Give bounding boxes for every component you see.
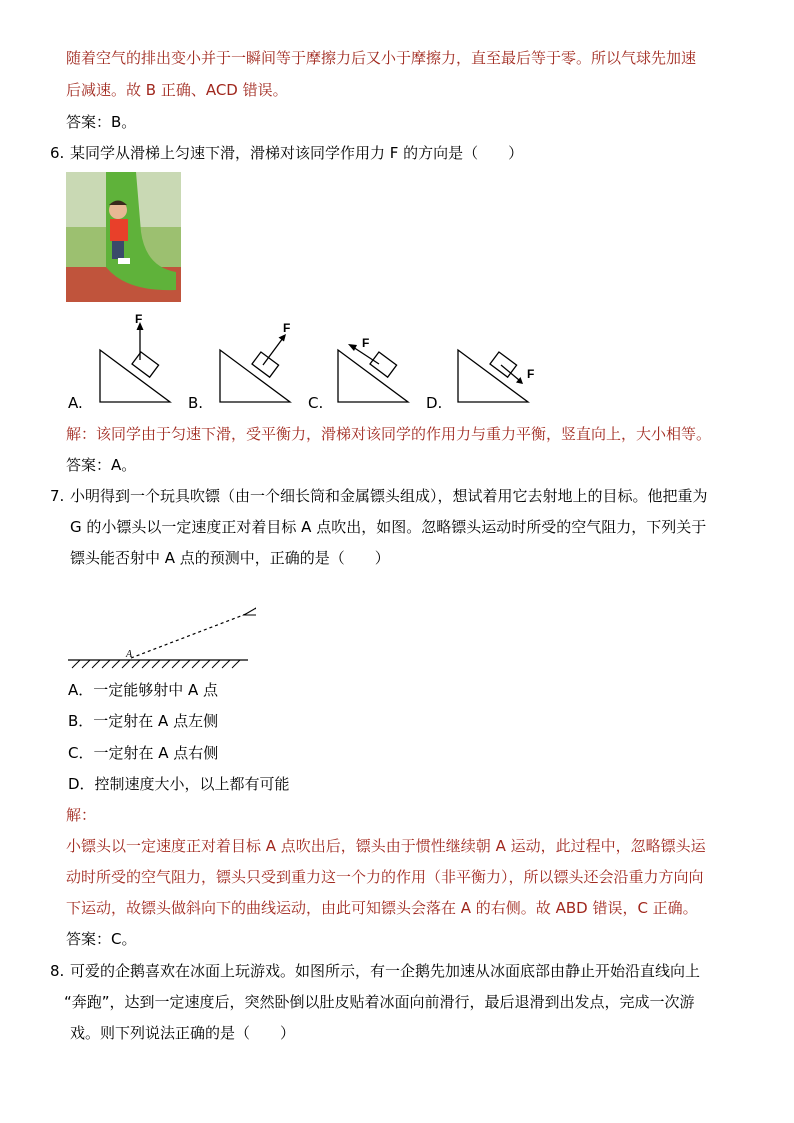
dart-figure	[66, 572, 256, 672]
q6-option-c-label: C.	[308, 394, 324, 412]
q7-solution-head: 解：	[66, 806, 97, 824]
q7-solution-line-1: 小镖头以一定速度正对着目标 A 点吹出后，镖头由于惯性继续朝 A 运动，此过程中，忽略镖头运	[66, 837, 706, 855]
q7-number: 7.	[50, 487, 65, 505]
figure-option-b	[215, 310, 305, 405]
point-a-label: A	[126, 649, 133, 660]
prev-answer: 答案：B。	[66, 113, 137, 131]
force-label: F	[362, 336, 370, 350]
figure-option-c	[333, 310, 413, 405]
force-label: F	[135, 312, 143, 326]
q6-option-b-label: B.	[188, 394, 204, 412]
q6-answer: 答案：A。	[66, 456, 137, 474]
q8-stem-line-2: “奔跑”，达到一定速度后，突然卧倒以肚皮贴着冰面向前滑行，最后退滑到出发点，完成一次游	[64, 993, 695, 1011]
prev-solution-line-1: 随着空气的排出变小并于一瞬间等于摩擦力后又小于摩擦力，直至最后等于零。所以气球先加速	[66, 49, 697, 67]
q8-number: 8.	[50, 962, 65, 980]
q7-solution-line-2: 动时所受的空气阻力，镖头只受到重力这一个力的作用（非平衡力），所以镖头还会沿重力方向向	[66, 868, 704, 886]
figure-option-d	[453, 310, 543, 405]
q7-stem-line-3: 镖头能否射中 A 点的预测中，正确的是（ ）	[70, 549, 390, 567]
q6-option-d-label: D.	[426, 394, 443, 412]
prev-solution-line-2: 后减速。故 B 正确、ACD 错误。	[66, 81, 288, 99]
q6-option-a-label: A.	[68, 394, 83, 412]
q7-stem-line-2: G 的小镖头以一定速度正对着目标 A 点吹出，如图。忽略镖头运动时所受的空气阻力，下列关于	[70, 518, 707, 536]
figure-option-a	[95, 310, 175, 405]
q7-option-b: B．一定射在 A 点左侧	[68, 712, 219, 730]
force-label: F	[283, 321, 291, 335]
q6-solution: 解：该同学由于匀速下滑，受平衡力，滑梯对该同学的作用力与重力平衡，竖直向上，大小相等。	[66, 425, 712, 443]
q8-stem-line-3: 戏。则下列说法正确的是（ ）	[70, 1024, 296, 1042]
q7-option-c: C．一定射在 A 点右侧	[68, 744, 219, 762]
force-label: F	[527, 367, 535, 381]
q7-solution-line-3: 下运动，故镖头做斜向下的曲线运动，由此可知镖头会落在 A 的右侧。故 ABD 错误，C 正确。	[66, 899, 698, 917]
q7-stem-line-1: 小明得到一个玩具吹镖（由一个细长筒和金属镖头组成），想试着用它去射地上的目标。他把重为	[70, 487, 708, 505]
q6-number: 6.	[50, 144, 65, 162]
q7-option-d: D．控制速度大小，以上都有可能	[68, 775, 290, 793]
q8-stem-line-1: 可爱的企鹅喜欢在冰面上玩游戏。如图所示，有一企鹅先加速从冰面底部由静止开始沿直线向上	[70, 962, 701, 980]
q7-answer: 答案：C。	[66, 930, 137, 948]
q6-stem: 某同学从滑梯上匀速下滑，滑梯对该同学作用力 F 的方向是（ ）	[70, 144, 524, 162]
q7-option-a: A．一定能够射中 A 点	[68, 681, 219, 699]
slide-photo	[66, 172, 181, 302]
